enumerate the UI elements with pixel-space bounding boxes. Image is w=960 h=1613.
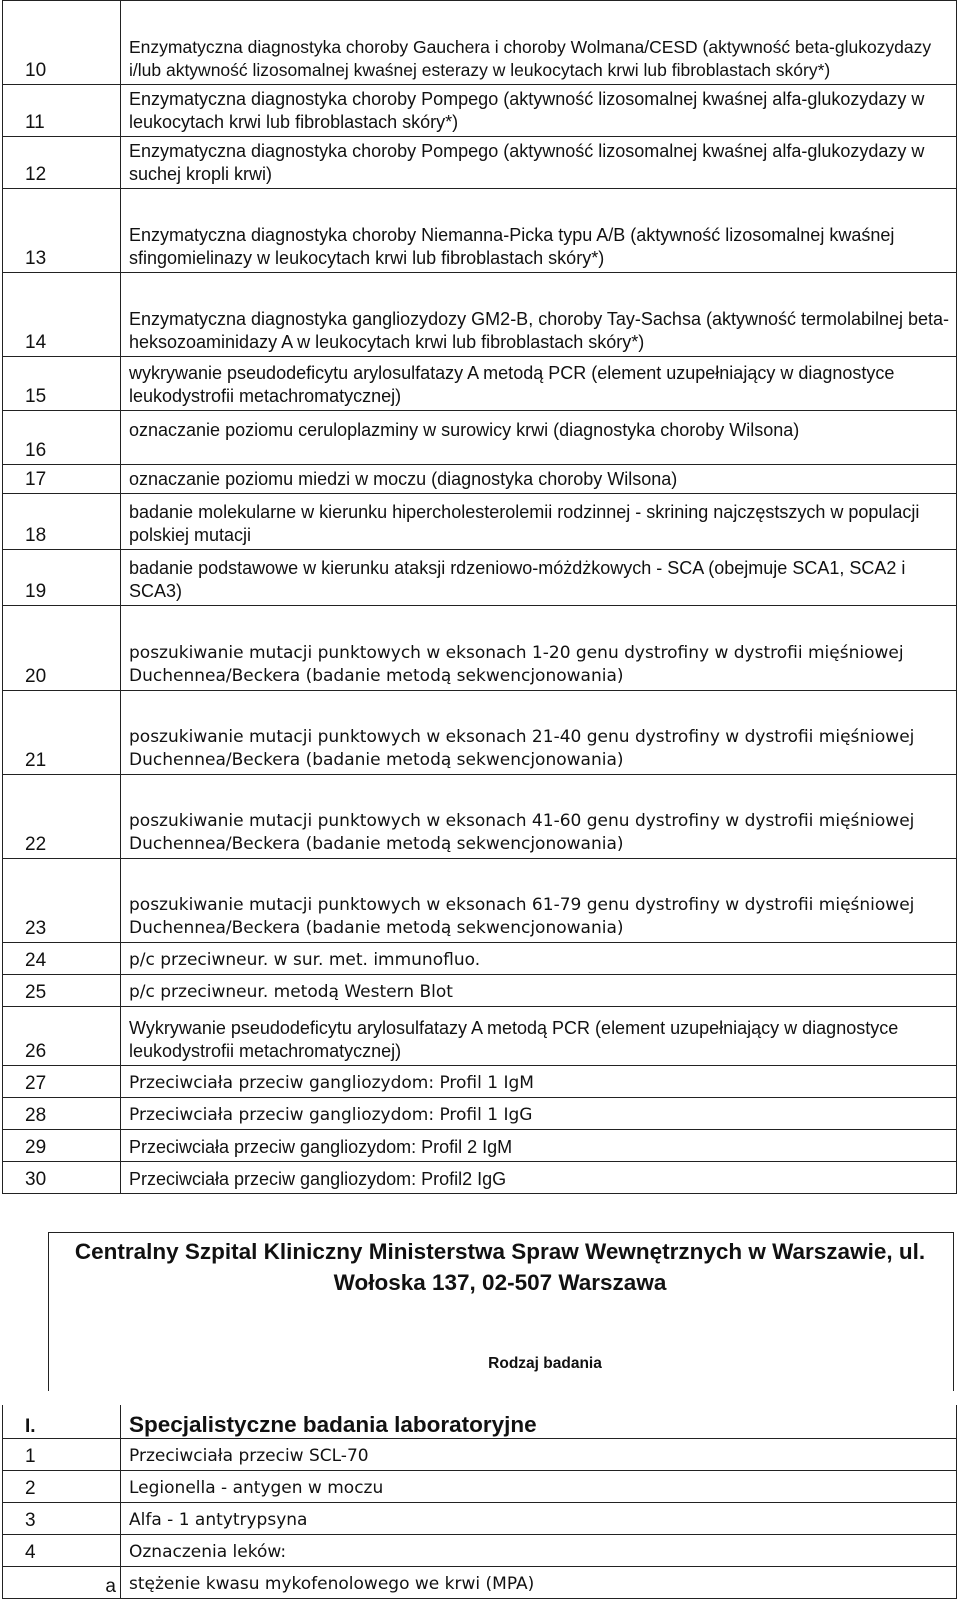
row-description: Przeciwciała przeciw gangliozydom: Profil 2 IgM <box>121 1130 957 1162</box>
row-number: 24 <box>3 943 121 975</box>
table-row <box>3 273 957 357</box>
table-row <box>3 1098 957 1130</box>
row-description: badanie molekularne w kierunku hipercholesterolemii rodzinnej - skrining najczęstszych w populacji polskiej mutacji <box>121 494 957 550</box>
row-description: Enzymatyczna diagnostyka gangliozydozy GM2-B, choroby Tay-Sachsa (aktywność termolabilnej beta-heksozoaminidazy A w leukocytach krwi lub fibroblastach skóry*) <box>121 273 957 357</box>
table-row <box>3 357 957 411</box>
table-row <box>3 1438 957 1470</box>
table-row <box>3 975 957 1007</box>
row-number: 3 <box>3 1502 121 1534</box>
row-description: Oznaczenia leków: <box>121 1534 957 1566</box>
row-number: 11 <box>3 85 121 137</box>
row-letter: a <box>3 1566 121 1598</box>
row-description: Przeciwciała przeciw gangliozydom: Profil2 IgG <box>121 1162 957 1194</box>
table-row <box>3 775 957 859</box>
row-number: 28 <box>3 1098 121 1130</box>
table-row <box>3 85 957 137</box>
row-description: p/c przeciwneur. w sur. met. immunofluo. <box>121 943 957 975</box>
row-number: 17 <box>3 465 121 494</box>
row-number: 29 <box>3 1130 121 1162</box>
table-row <box>3 1 957 85</box>
row-description: oznaczanie poziomu miedzi w moczu (diagnostyka choroby Wilsona) <box>121 465 957 494</box>
table-row <box>3 137 957 189</box>
row-description: poszukiwanie mutacji punktowych w eksonach 41-60 genu dystrofiny w dystrofii mięśniowej Duchennea/Beckera (badanie metodą sekwencjonowania) <box>121 775 957 859</box>
table-row <box>3 943 957 975</box>
row-description: wykrywanie pseudodeficytu arylosulfatazy A metodą PCR (element uzupełniający w diagnostyce leukodystrofii metachromatycznej) <box>121 357 957 411</box>
row-number: 18 <box>3 494 121 550</box>
test-list-table <box>2 0 957 1194</box>
row-description: p/c przeciwneur. metodą Western Blot <box>121 975 957 1007</box>
row-number: 23 <box>3 859 121 943</box>
row-number: 25 <box>3 975 121 1007</box>
row-number: 2 <box>3 1470 121 1502</box>
row-number: 21 <box>3 691 121 775</box>
section-header-row <box>3 1405 957 1438</box>
row-description: Enzymatyczna diagnostyka choroby Pompego (aktywność lizosomalnej kwaśnej alfa-glukozydazy w suchej kropli krwi) <box>121 137 957 189</box>
table-row <box>3 411 957 465</box>
row-number: 22 <box>3 775 121 859</box>
row-number: 30 <box>3 1162 121 1194</box>
table-row <box>3 859 957 943</box>
row-number: 4 <box>3 1534 121 1566</box>
row-description: poszukiwanie mutacji punktowych w eksonach 61-79 genu dystrofiny w dystrofii mięśniowej Duchennea/Beckera (badanie metodą sekwencjonowania) <box>121 859 957 943</box>
table-row <box>3 1130 957 1162</box>
row-number: 10 <box>3 1 121 85</box>
row-description: Przeciwciała przeciw gangliozydom: Profil 1 IgG <box>121 1098 957 1130</box>
row-number: 16 <box>3 411 121 465</box>
table-row <box>3 550 957 606</box>
table-row <box>3 1470 957 1502</box>
row-number: 1 <box>3 1438 121 1470</box>
row-number: 19 <box>3 550 121 606</box>
table-row <box>3 1534 957 1566</box>
table-row <box>3 494 957 550</box>
row-description: poszukiwanie mutacji punktowych w eksonach 21-40 genu dystrofiny w dystrofii mięśniowej Duchennea/Beckera (badanie metodą sekwencjonowania) <box>121 691 957 775</box>
column-label: Rodzaj badania <box>488 1355 602 1372</box>
row-description: Enzymatyczna diagnostyka choroby Niemanna-Picka typu A/B (aktywność lizosomalnej kwaśnej sfingomielinazy w leukocytach krwi lub fibroblastach skóry*) <box>121 189 957 273</box>
row-description: oznaczanie poziomu ceruloplazminy w surowicy krwi (diagnostyka choroby Wilsona) <box>121 411 957 465</box>
hospital-title: Centralny Szpital Kliniczny Ministerstwa Spraw Wewnętrznych w Warszawie, ul. Wołoska 137, 02-507 Warszawa <box>74 1239 926 1295</box>
table-row <box>3 1066 957 1098</box>
row-description: Przeciwciała przeciw SCL-70 <box>121 1438 957 1470</box>
table-row <box>3 1007 957 1066</box>
table-row <box>3 1162 957 1194</box>
row-description: Enzymatyczna diagnostyka choroby Pompego (aktywność lizosomalnej kwaśnej alfa-glukozydazy w leukocytach krwi lub fibroblastach skóry*) <box>121 85 957 137</box>
row-description: poszukiwanie mutacji punktowych w eksonach 1-20 genu dystrofiny w dystrofii mięśniowej Duchennea/Beckera (badanie metodą sekwencjonowania) <box>121 606 957 691</box>
row-number: 14 <box>3 273 121 357</box>
table-row <box>3 1502 957 1534</box>
row-number: 13 <box>3 189 121 273</box>
lab-tests-table <box>2 1405 957 1599</box>
row-description: Wykrywanie pseudodeficytu arylosulfatazy A metodą PCR (element uzupełniający w diagnostyce leukodystrofii metachromatycznej) <box>121 1007 957 1066</box>
row-description: badanie podstawowe w kierunku ataksji rdzeniowo-móżdżkowych - SCA (obejmuje SCA1, SCA2 i SCA3) <box>121 550 957 606</box>
section-title: Specjalistyczne badania laboratoryjne <box>121 1405 957 1438</box>
table-row <box>3 691 957 775</box>
row-number: 27 <box>3 1066 121 1098</box>
row-number: 26 <box>3 1007 121 1066</box>
table-row <box>3 465 957 494</box>
row-description: Enzymatyczna diagnostyka choroby Gauchera i choroby Wolmana/CESD (aktywność beta-glukozydazy i/lub aktywność lizosomalnej kwaśnej esterazy w leukocytach krwi lub fibroblastach skóry*) <box>121 1 957 85</box>
row-description: Przeciwciała przeciw gangliozydom: Profil 1 IgM <box>121 1066 957 1098</box>
row-description: Legionella - antygen w moczu <box>121 1470 957 1502</box>
row-description: Alfa - 1 antytrypsyna <box>121 1502 957 1534</box>
section-number: I. <box>3 1405 121 1438</box>
row-description: stężenie kwasu mykofenolowego we krwi (MPA) <box>121 1566 957 1598</box>
table-row <box>3 606 957 691</box>
row-number: 20 <box>3 606 121 691</box>
row-number: 15 <box>3 357 121 411</box>
table-row <box>3 189 957 273</box>
row-number: 12 <box>3 137 121 189</box>
table-row <box>3 1566 957 1598</box>
